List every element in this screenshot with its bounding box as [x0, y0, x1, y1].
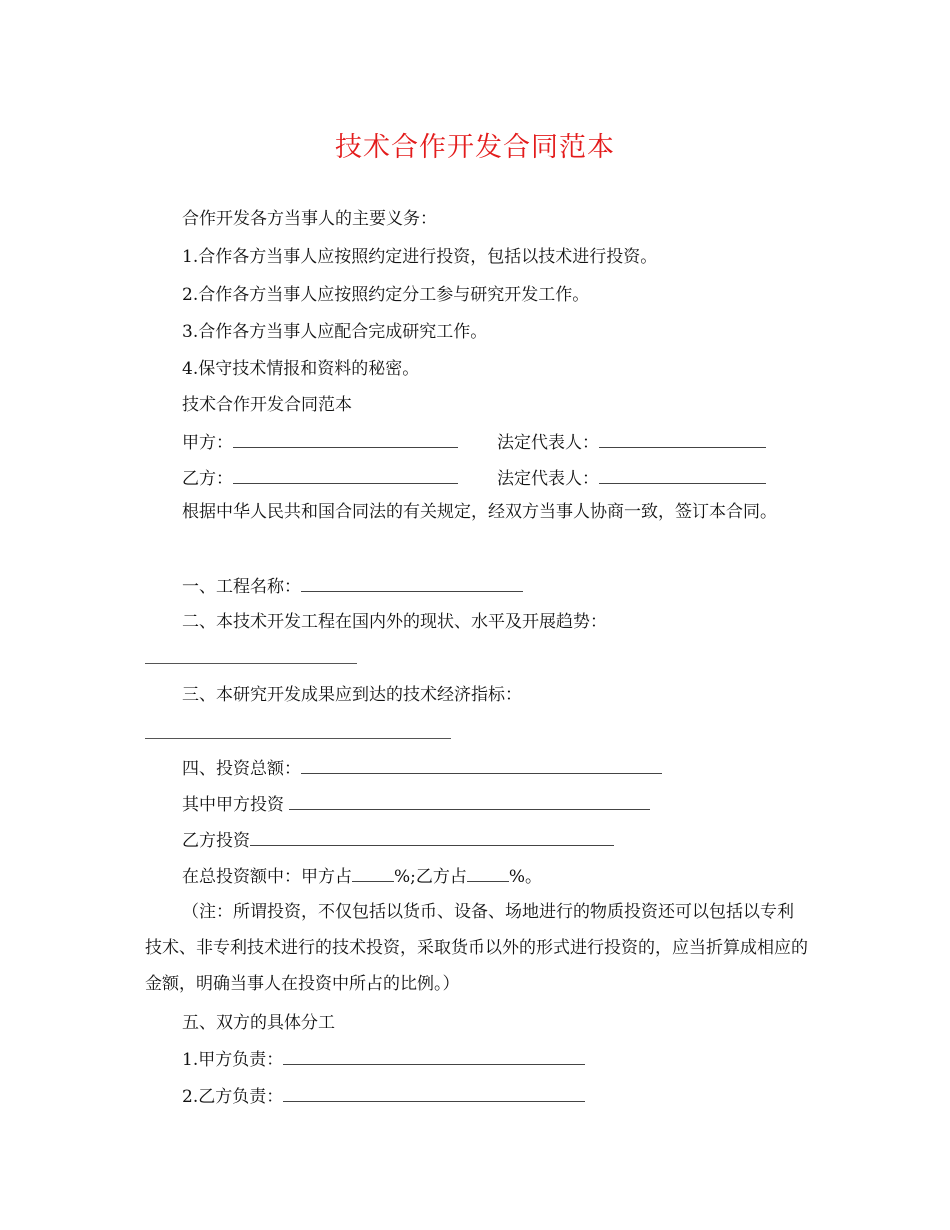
section-2-heading: 二、本技术开发工程在国内外的现状、水平及开展趋势： [182, 612, 607, 632]
share-row [182, 864, 542, 889]
duty-a-blank[interactable] [283, 1047, 585, 1065]
party-b-rep-label: 法定代表人： [497, 469, 599, 489]
invest-b-row [182, 828, 614, 853]
duties-heading: 合作开发各方当事人的主要义务： [182, 209, 437, 229]
party-a-rep-row [497, 430, 766, 455]
party-a-row [182, 430, 458, 455]
total-investment-blank[interactable] [301, 756, 662, 774]
contract-subtitle: 技术合作开发合同范本 [182, 395, 352, 415]
party-b-rep-blank[interactable] [599, 466, 766, 484]
section-5-heading: 五、双方的具体分工 [182, 1013, 335, 1033]
section-3-blank[interactable] [145, 738, 451, 739]
party-a-label: 甲方： [182, 433, 233, 453]
invest-a-blank[interactable] [289, 792, 650, 810]
party-b-label: 乙方： [182, 469, 233, 489]
section-3-heading: 三、本研究开发成果应到达的技术经济指标： [182, 685, 522, 705]
section-2-blank[interactable] [145, 663, 357, 664]
section-1-label: 一、工程名称： [182, 577, 301, 597]
party-a-rep-label: 法定代表人： [497, 433, 599, 453]
share-suffix: %。 [508, 867, 543, 887]
document-title: 技术合作开发合同范本 [335, 132, 615, 163]
section-4-label: 四、投资总额： [182, 759, 301, 779]
invest-a-row [182, 792, 650, 817]
duty-b-row [182, 1084, 585, 1109]
party-b-rep-row [497, 466, 766, 491]
invest-b-label: 乙方投资 [182, 831, 250, 851]
duty-a-row [182, 1047, 585, 1072]
duty-item-2: 2.合作各方当事人应按照约定分工参与研究开发工作。 [182, 285, 590, 305]
party-b-row [182, 466, 458, 491]
share-prefix: 在总投资额中：甲方占 [182, 867, 352, 887]
party-a-blank[interactable] [233, 430, 458, 448]
duty-item-1: 1.合作各方当事人应按照约定进行投资，包括以技术进行投资。 [182, 247, 658, 267]
duty-item-3: 3.合作各方当事人应配合完成研究工作。 [182, 322, 488, 342]
preamble-paragraph: 根据中华人民共和国合同法的有关规定，经双方当事人协商一致，签订本合同。 [182, 502, 777, 522]
section-1-row [182, 574, 523, 599]
duty-item-4: 4.保守技术情报和资料的秘密。 [182, 359, 420, 379]
invest-a-label: 其中甲方投资 [182, 795, 284, 815]
invest-b-blank[interactable] [250, 828, 614, 846]
duty-b-label: 2.乙方负责： [182, 1087, 284, 1107]
duty-b-blank[interactable] [283, 1084, 585, 1102]
party-b-blank[interactable] [233, 466, 458, 484]
share-b-blank[interactable] [467, 864, 509, 882]
party-a-rep-blank[interactable] [599, 430, 766, 448]
section-4-row [182, 756, 662, 781]
duty-a-label: 1.甲方负责： [182, 1050, 284, 1070]
project-name-blank[interactable] [301, 574, 523, 592]
share-a-blank[interactable] [352, 864, 394, 882]
share-mid: %;乙方占 [394, 867, 467, 887]
note-paragraph: （注：所谓投资，不仅包括以货币、设备、场地进行的物质投资还可以包括以专利技术、非专利技术进行的技术投资，采取货币以外的形式进行投资的，应当折算成相应的金额，明确当事人在投资中所占的比例。） [145, 902, 808, 994]
